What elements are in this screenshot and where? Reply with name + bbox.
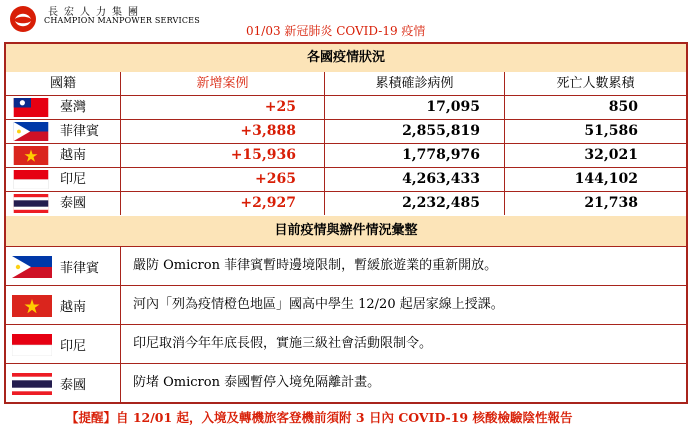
deaths-value: 32,021 — [584, 147, 638, 163]
taiwan-flag-icon — [12, 98, 50, 117]
country-cell — [6, 144, 121, 167]
section-title-updates: 目前疫情與辦件情況彙整 — [6, 216, 686, 246]
page-title: 01/03 新冠肺炎 COVID-19 疫情 — [246, 24, 426, 38]
list-item — [6, 286, 686, 325]
list-item — [6, 247, 686, 286]
column-header-deaths: 死亡人數累積 — [556, 76, 635, 91]
company-name-en: CHAMPION MANPOWER SERVICES — [44, 16, 200, 25]
total-cases-value: 1,778,976 — [325, 144, 505, 167]
update-text: 防堵 Omicron 泰國暫停入境免隔離計畫。 — [133, 375, 381, 390]
new-cases-value: +3,888 — [121, 120, 325, 143]
list-item — [6, 325, 686, 364]
country-name: 越南 — [60, 299, 87, 315]
country-name: 臺灣 — [60, 100, 87, 115]
country-cell — [6, 325, 121, 363]
company-logo-icon — [6, 4, 40, 34]
country-cell — [6, 120, 121, 143]
country-name: 泰國 — [60, 196, 87, 211]
country-name: 菲律賓 — [60, 124, 100, 139]
new-cases-value: +2,927 — [121, 192, 325, 215]
country-name: 印尼 — [60, 338, 87, 354]
country-cell — [6, 364, 121, 402]
philippines-flag-icon — [12, 256, 52, 278]
new-cases-value: +25 — [121, 96, 325, 119]
company-name-zh: 長宏人力集團 — [48, 7, 144, 18]
column-header-total-cases: 累積確診病例 — [325, 72, 505, 96]
table-row — [6, 120, 686, 144]
indonesia-flag-icon — [12, 334, 52, 356]
country-name: 菲律賓 — [60, 260, 100, 276]
updates-list — [6, 246, 686, 403]
table-row — [6, 144, 686, 168]
vietnam-flag-icon — [12, 295, 52, 317]
country-name: 泰國 — [60, 377, 87, 393]
table-row — [6, 96, 686, 120]
section-title-status: 各國疫情狀況 — [6, 44, 686, 72]
deaths-value: 144,102 — [574, 171, 638, 187]
status-table-body — [6, 96, 686, 216]
footer-notice: 【提醒】自 12/01 起，入境及轉機旅客登機前須附 3 日內 COVID-19 核酸檢驗陰性報告 — [66, 410, 573, 425]
country-name: 印尼 — [60, 172, 87, 187]
deaths-value: 850 — [608, 99, 638, 115]
country-cell — [6, 192, 121, 215]
philippines-flag-icon — [12, 122, 50, 141]
page-header — [0, 0, 692, 40]
total-cases-value: 2,855,819 — [325, 120, 505, 143]
country-name: 越南 — [60, 148, 87, 163]
country-cell — [6, 168, 121, 191]
total-cases-value: 2,232,485 — [325, 192, 505, 215]
update-text: 河內「列為疫情橙色地區」國高中學生 12/20 起居家線上授課。 — [133, 297, 504, 312]
indonesia-flag-icon — [12, 170, 50, 189]
column-header-new-cases: 新增案例 — [121, 72, 325, 96]
update-text: 嚴防 Omicron 菲律賓暫時邊境限制，暫緩旅遊業的重新開放。 — [133, 258, 498, 273]
new-cases-value: +15,936 — [121, 144, 325, 167]
total-cases-value: 4,263,433 — [325, 168, 505, 191]
table-row — [6, 168, 686, 192]
update-text: 印尼取消今年年底長假，實施三級社會活動限制令。 — [133, 336, 433, 351]
vietnam-flag-icon — [12, 146, 50, 165]
thailand-flag-icon — [12, 194, 50, 213]
total-cases-value: 17,095 — [325, 96, 505, 119]
country-cell — [6, 286, 121, 324]
table-header — [6, 72, 686, 96]
table-row — [6, 192, 686, 216]
deaths-value: 51,586 — [584, 123, 638, 139]
country-cell — [6, 96, 121, 119]
thailand-flag-icon — [12, 373, 52, 395]
list-item — [6, 364, 686, 403]
deaths-value: 21,738 — [584, 195, 638, 211]
country-cell — [6, 247, 121, 285]
report-frame — [4, 42, 688, 404]
column-header-country: 國籍 — [6, 72, 121, 96]
new-cases-value: +265 — [121, 168, 325, 191]
